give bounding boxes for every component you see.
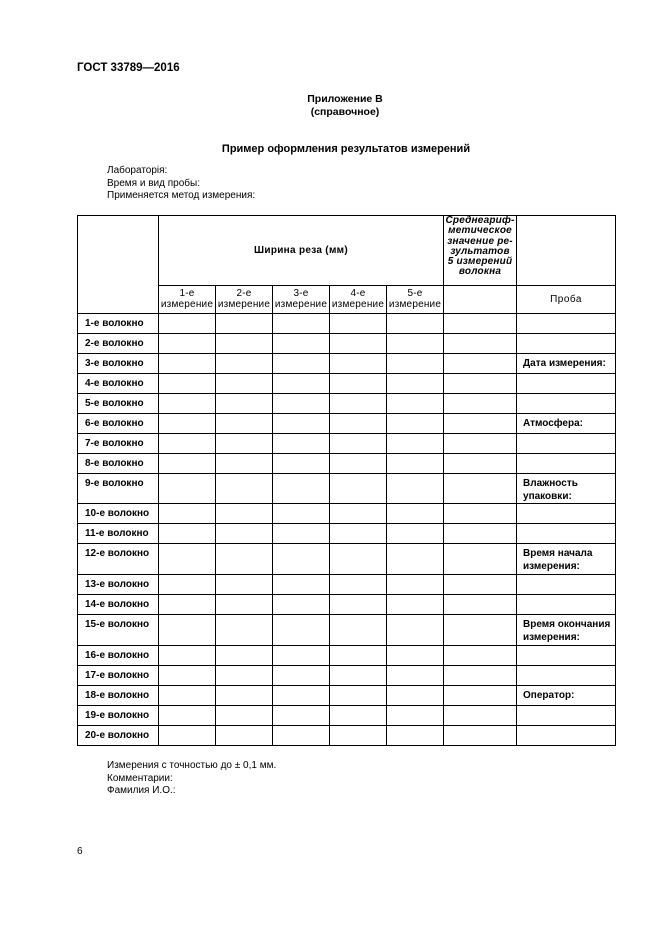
fiber-row: [78, 726, 616, 746]
measurement-cell: [387, 615, 444, 646]
measurement-cell: [387, 595, 444, 615]
average-header-line: 5 измерений: [447, 256, 513, 268]
measurement-cell: [330, 595, 387, 615]
sample-info-cell: [517, 646, 616, 666]
average-cell: [444, 334, 517, 354]
measurement-cell: [387, 374, 444, 394]
measurement-cell: [273, 504, 330, 524]
fiber-row: [78, 474, 616, 504]
fiber-row: [78, 595, 616, 615]
measurement-cell: [273, 666, 330, 686]
meta-fields: [107, 165, 255, 203]
page-number: 6: [77, 846, 83, 857]
measurement-cell: [216, 686, 273, 706]
precision-note: Измерения с точностью до ± 0,1 мм.: [107, 760, 277, 771]
appendix-heading: [0, 93, 661, 119]
measurement-cell: [216, 706, 273, 726]
fiber-label: 1-е волокно: [78, 314, 159, 334]
measurement-cell: [273, 646, 330, 666]
measurement-word: измерение: [274, 298, 328, 310]
corner-cell: [78, 216, 159, 314]
average-header-line: значение ре-: [447, 235, 513, 247]
measurement-cell: [387, 726, 444, 746]
measurement-cell: [273, 726, 330, 746]
measurement-cell: [159, 686, 216, 706]
sample-info-cell: [517, 434, 616, 454]
fiber-label: 13-е волокно: [78, 575, 159, 595]
measurement-cell: [273, 474, 330, 504]
sample-info-line: измерения:: [523, 560, 580, 572]
section-title: Пример оформления результатов измерений: [221, 143, 471, 155]
measurement-cell: [330, 414, 387, 434]
comments-label: Комментарии:: [107, 772, 173, 784]
fiber-label: 12-е волокно: [78, 544, 159, 575]
sample-info-cell: [517, 615, 616, 646]
measurement-cell: [216, 504, 273, 524]
measurement-cell: [216, 454, 273, 474]
fiber-row: [78, 354, 616, 374]
measurement-cell: [273, 544, 330, 575]
measurement-cell: [387, 454, 444, 474]
measurement-cell: [216, 595, 273, 615]
sample-info-cell: [517, 666, 616, 686]
measurement-word: измерение: [388, 298, 442, 310]
measurement-cell: [387, 504, 444, 524]
measurement-word: измерение: [331, 298, 385, 310]
sample-info-cell: [517, 595, 616, 615]
measurement-cell: [216, 374, 273, 394]
measurement-cell: [330, 615, 387, 646]
average-header-line: метическое: [448, 225, 512, 237]
width-header: Ширина реза (мм): [159, 216, 444, 286]
fiber-row: [78, 706, 616, 726]
sample-info-cell: [517, 354, 616, 374]
measurement-header-2: [216, 286, 273, 314]
fiber-label: 11-е волокно: [78, 524, 159, 544]
average-header-bottom: [444, 286, 517, 314]
measurement-cell: [216, 646, 273, 666]
measurement-cell: [159, 394, 216, 414]
measurement-cell: [387, 394, 444, 414]
measurement-header-1: [159, 286, 216, 314]
measurement-cell: [273, 686, 330, 706]
measurement-cell: [330, 394, 387, 414]
average-header-line: зультатов: [450, 245, 510, 257]
measurement-cell: [159, 314, 216, 334]
average-header-line: волокна: [458, 266, 502, 278]
measurement-cell: [216, 394, 273, 414]
fiber-label: 9-е волокно: [78, 474, 159, 504]
fiber-row: [78, 334, 616, 354]
measurement-cell: [387, 354, 444, 374]
measurement-header-3: [273, 286, 330, 314]
sample-info-line: Время окончания: [523, 619, 611, 630]
measurement-cell: [330, 314, 387, 334]
sample-info-cell: [517, 374, 616, 394]
measurement-number: 1-е: [179, 288, 195, 299]
fiber-label: 8-е волокно: [78, 454, 159, 474]
sample-info-cell: [517, 726, 616, 746]
fiber-label: 2-е волокно: [78, 334, 159, 354]
measurement-cell: [387, 414, 444, 434]
measurement-cell: [159, 414, 216, 434]
measurement-cell: [273, 314, 330, 334]
sample-info-cell: [517, 414, 616, 434]
fiber-row: [78, 434, 616, 454]
measurement-cell: [330, 504, 387, 524]
fiber-label: 4-е волокно: [78, 374, 159, 394]
average-cell: [444, 524, 517, 544]
measurement-cell: [216, 414, 273, 434]
measurement-header-5: [387, 286, 444, 314]
measurement-cell: [159, 334, 216, 354]
fiber-label: 14-е волокно: [78, 595, 159, 615]
measurement-cell: [387, 706, 444, 726]
average-header-line: Среднеариф-: [445, 215, 515, 226]
measurement-cell: [159, 434, 216, 454]
sample-info-line: Влажность: [523, 478, 578, 489]
average-cell: [444, 706, 517, 726]
average-cell: [444, 414, 517, 434]
average-cell: [444, 544, 517, 575]
measurement-cell: [159, 595, 216, 615]
average-cell: [444, 615, 517, 646]
measurement-cell: [330, 666, 387, 686]
measurement-cell: [159, 575, 216, 595]
measurement-cell: [387, 524, 444, 544]
measurement-word: измерение: [217, 298, 271, 310]
measurement-cell: [330, 524, 387, 544]
measurement-cell: [387, 434, 444, 454]
fiber-row: [78, 686, 616, 706]
measurement-cell: [159, 354, 216, 374]
sample-info-cell: [517, 504, 616, 524]
measurement-cell: [273, 374, 330, 394]
sample-info-cell: [517, 454, 616, 474]
measurement-word: измерение: [160, 298, 214, 310]
fiber-label: 17-е волокно: [78, 666, 159, 686]
results-table: [77, 215, 616, 746]
measurement-cell: [159, 524, 216, 544]
measurement-cell: [330, 544, 387, 575]
fiber-label: 10-е волокно: [78, 504, 159, 524]
measurement-cell: [330, 334, 387, 354]
average-cell: [444, 434, 517, 454]
measurement-cell: [273, 394, 330, 414]
measurement-cell: [216, 354, 273, 374]
measurement-cell: [387, 314, 444, 334]
average-cell: [444, 686, 517, 706]
average-header: [444, 216, 517, 286]
average-cell: [444, 474, 517, 504]
average-cell: [444, 454, 517, 474]
average-cell: [444, 575, 517, 595]
measurement-cell: [330, 646, 387, 666]
fiber-label: 7-е волокно: [78, 434, 159, 454]
fiber-row: [78, 544, 616, 575]
measurement-cell: [273, 524, 330, 544]
fiber-label: 20-е волокно: [78, 726, 159, 746]
measurement-cell: [387, 334, 444, 354]
sample-info-cell: [517, 575, 616, 595]
measurement-cell: [273, 414, 330, 434]
measurement-cell: [273, 575, 330, 595]
measurement-cell: [216, 434, 273, 454]
measurement-cell: [330, 454, 387, 474]
sample-info-line: измерения:: [523, 631, 580, 643]
measurement-cell: [387, 474, 444, 504]
measurement-cell: [273, 454, 330, 474]
measurement-cell: [159, 726, 216, 746]
measurement-cell: [387, 575, 444, 595]
measurement-cell: [216, 544, 273, 575]
sample-info-cell: [517, 686, 616, 706]
average-cell: [444, 504, 517, 524]
measurement-cell: [216, 524, 273, 544]
document-code: ГОСТ 33789—2016: [77, 62, 180, 74]
measurement-cell: [159, 504, 216, 524]
average-cell: [444, 726, 517, 746]
sample-info-line: Время начала: [523, 548, 593, 559]
measurement-cell: [159, 544, 216, 575]
measurement-cell: [387, 666, 444, 686]
average-cell: [444, 646, 517, 666]
appendix-title: Приложение В: [307, 93, 383, 105]
measurement-cell: [273, 334, 330, 354]
measurement-number: 2-е: [236, 288, 252, 299]
fiber-label: 16-е волокно: [78, 646, 159, 666]
fiber-row: [78, 504, 616, 524]
average-cell: [444, 374, 517, 394]
measurement-cell: [387, 686, 444, 706]
sample-header: Проба: [517, 286, 616, 314]
measurement-cell: [159, 474, 216, 504]
fiber-row: [78, 524, 616, 544]
measurement-cell: [216, 726, 273, 746]
measurement-cell: [273, 706, 330, 726]
sample-info-cell: [517, 706, 616, 726]
measurement-cell: [273, 354, 330, 374]
sample-info-cell: [517, 544, 616, 575]
measurement-header-4: [330, 286, 387, 314]
sample-label: Время и вид пробы:: [107, 177, 200, 189]
fiber-row: [78, 646, 616, 666]
measurement-cell: [216, 575, 273, 595]
sample-header-top: [517, 216, 616, 286]
fiber-row: [78, 615, 616, 646]
sample-info-cell: [517, 334, 616, 354]
measurement-cell: [273, 434, 330, 454]
laboratory-label: Лабораторія:: [107, 165, 168, 176]
measurement-cell: [159, 666, 216, 686]
name-label: Фамилия И.О.:: [107, 785, 176, 796]
sample-info-cell: [517, 394, 616, 414]
measurement-cell: [330, 726, 387, 746]
measurement-cell: [330, 474, 387, 504]
measurement-cell: [159, 615, 216, 646]
appendix-subtitle: (справочное): [310, 106, 380, 118]
sample-info-line: упаковки:: [523, 490, 572, 502]
measurement-cell: [387, 544, 444, 575]
sample-info-cell: [517, 314, 616, 334]
measurement-cell: [159, 706, 216, 726]
method-label: Применяется метод измерения:: [107, 190, 256, 201]
measurement-cell: [330, 686, 387, 706]
average-cell: [444, 666, 517, 686]
measurement-cell: [159, 454, 216, 474]
sample-info-cell: [517, 474, 616, 504]
measurement-cell: [216, 666, 273, 686]
fiber-row: [78, 666, 616, 686]
measurement-cell: [216, 334, 273, 354]
fiber-label: 18-е волокно: [78, 686, 159, 706]
fiber-row: [78, 575, 616, 595]
measurement-cell: [330, 374, 387, 394]
measurement-cell: [216, 314, 273, 334]
measurement-cell: [387, 646, 444, 666]
measurement-number: 3-е: [293, 288, 309, 299]
measurement-cell: [159, 646, 216, 666]
fiber-label: 15-е волокно: [78, 615, 159, 646]
average-cell: [444, 394, 517, 414]
measurement-cell: [330, 575, 387, 595]
measurement-number: 5-е: [407, 288, 423, 299]
sample-info-line: Атмосфера:: [523, 418, 583, 429]
fiber-label: 6-е волокно: [78, 414, 159, 434]
measurement-cell: [330, 434, 387, 454]
fiber-row: [78, 374, 616, 394]
fiber-row: [78, 454, 616, 474]
measurement-cell: [273, 615, 330, 646]
footer-notes: [107, 760, 276, 798]
measurement-cell: [216, 474, 273, 504]
measurement-cell: [330, 706, 387, 726]
measurement-cell: [159, 374, 216, 394]
sample-info-cell: [517, 524, 616, 544]
measurement-cell: [330, 354, 387, 374]
average-cell: [444, 314, 517, 334]
average-cell: [444, 595, 517, 615]
fiber-label: 3-е волокно: [78, 354, 159, 374]
fiber-row: [78, 394, 616, 414]
fiber-label: 5-е волокно: [78, 394, 159, 414]
measurement-cell: [273, 595, 330, 615]
fiber-row: [78, 314, 616, 334]
fiber-label: 19-е волокно: [78, 706, 159, 726]
average-cell: [444, 354, 517, 374]
sample-info-line: Дата измерения:: [523, 358, 606, 369]
measurement-number: 4-е: [350, 288, 366, 299]
fiber-row: [78, 414, 616, 434]
measurement-cell: [216, 615, 273, 646]
sample-info-line: Оператор:: [523, 690, 575, 701]
